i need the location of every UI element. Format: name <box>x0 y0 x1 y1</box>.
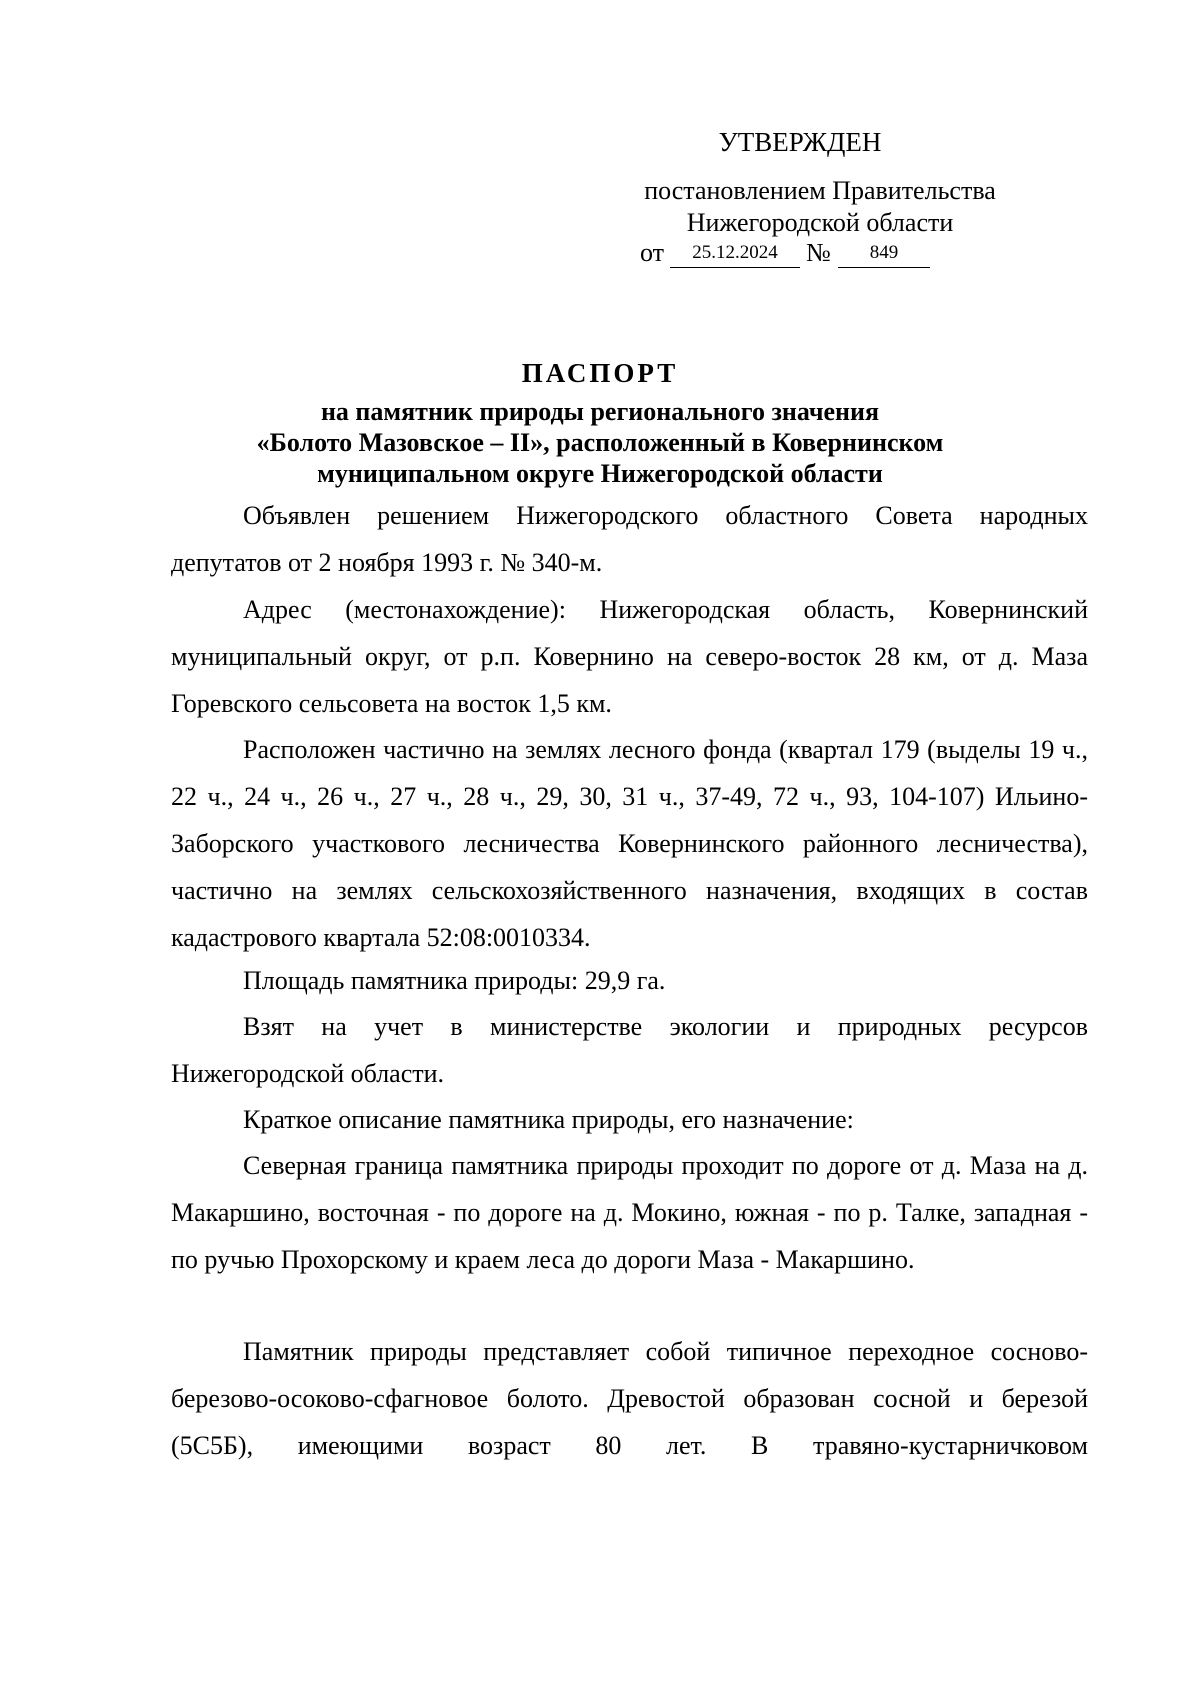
approval-date-line <box>640 238 1000 272</box>
paragraph: Объявлен решением Нижегородского областного Совета народных депутатов от 2 ноября 1993 г. № 340-м. <box>171 501 1088 577</box>
paragraph: Памятник природы представляет собой типичное переходное сосново-березово-осоково-сфагновое болото. Древостой образован сосной и березой (5С5Б), имеющими возраст 80 лет. В травяно-кустарничковом <box>171 1337 1088 1460</box>
number-prefix: № <box>806 238 831 267</box>
approval-number: 849 <box>838 241 930 268</box>
approval-decree-line: постановлением Правительства <box>644 176 996 205</box>
document-subtitle-line-3: муниципальном округе Нижегородской области <box>317 459 883 488</box>
approval-date: 25.12.2024 <box>670 241 800 268</box>
paragraph: Расположен частично на землях лесного фонда (квартал 179 (выделы 19 ч., 22 ч., 24 ч., 26 ч., 27 ч., 28 ч., 29, 30, 31 ч., 37-49, 72 ч., 93, 104-107) Ильино-Заборского участкового лесничества Ковернинского районного лесничества), частично на землях сельскохозяйственного назначения, входящих в состав кадастрового квартала 52:08:0010334. <box>171 735 1088 952</box>
body-paragraph-area <box>171 957 1088 1004</box>
body-paragraph-location <box>171 726 1088 961</box>
paragraph: Адрес (местонахождение): Нижегородская область, Ковернинский муниципальный округ, от р.п. Ковернино на северо-восток 28 км, от д. Маза Горевского сельсовета на восток 1,5 км. <box>171 595 1088 718</box>
paragraph: Взят на учет в министерстве экологии и природных ресурсов Нижегородской области. <box>171 1012 1088 1088</box>
body-paragraph-declared <box>171 492 1088 586</box>
body-paragraph-vegetation <box>171 1328 1088 1469</box>
body-paragraph-address <box>171 586 1088 727</box>
document-subtitle-line-1: на памятник природы регионального значения <box>320 397 880 426</box>
paragraph: Северная граница памятника природы проходит по дороге от д. Маза на д. Макаршино, восточная - по дороге на д. Мокино, южная - по р. Талке, западная - по ручью Прохорскому и краем леса до дороги Маза - Макаршино. <box>171 1151 1088 1274</box>
document-subtitle-line-2: «Болото Мазовское – II», расположенный в Ковернинском <box>256 428 944 457</box>
body-paragraph-registration <box>171 1003 1088 1097</box>
body-paragraph-boundaries <box>171 1142 1088 1283</box>
body-paragraph-description-heading <box>171 1096 1088 1143</box>
document-title: ПАСПОРТ <box>521 358 679 388</box>
date-prefix: от <box>640 238 665 267</box>
paragraph: Площадь памятника природы: 29,9 га. <box>243 966 666 995</box>
paragraph: Краткое описание памятника природы, его назначение: <box>243 1105 854 1134</box>
approval-region-line: Нижегородской области <box>686 208 954 237</box>
approval-title: УТВЕРЖДЕН <box>718 127 882 157</box>
